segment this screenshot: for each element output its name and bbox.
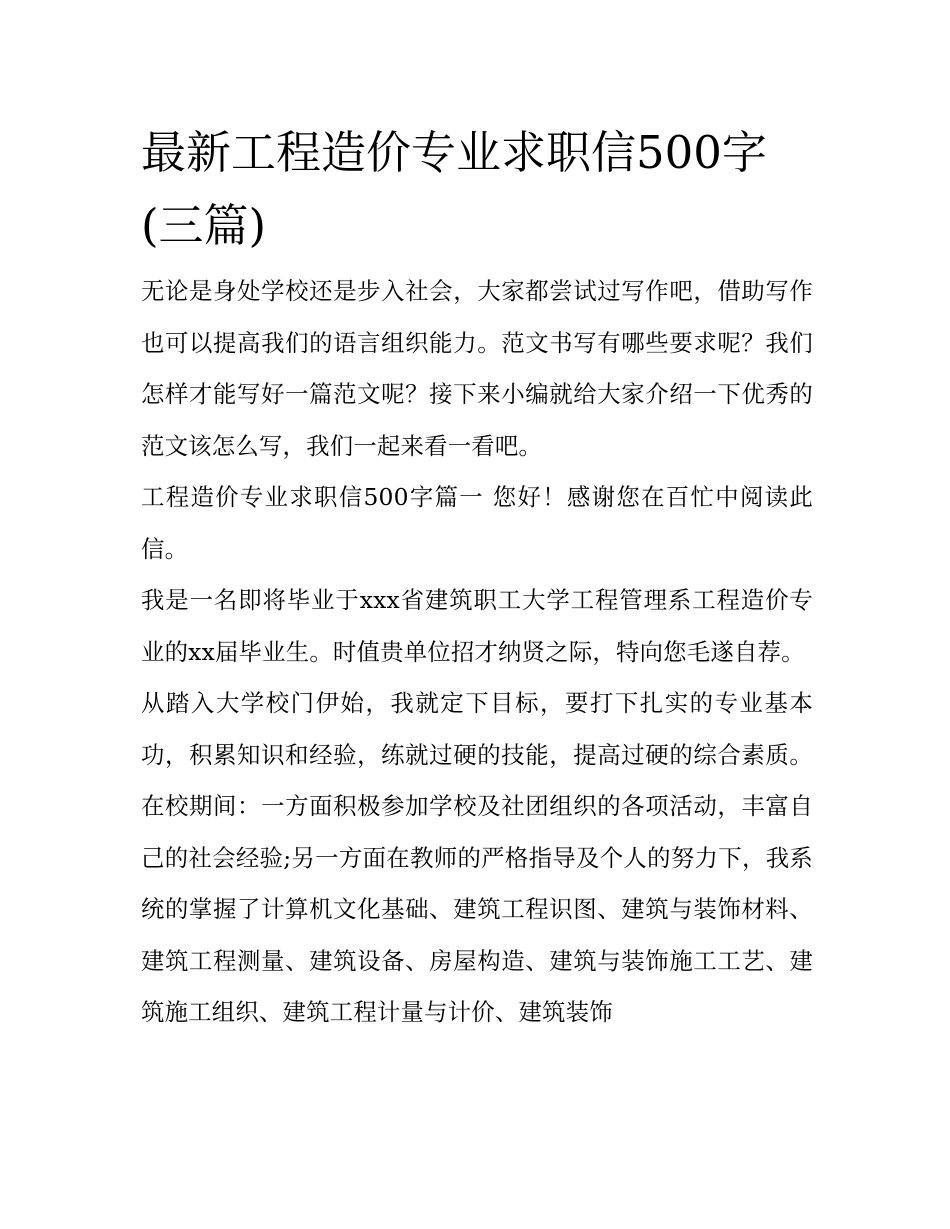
document-body [141, 116, 813, 1039]
paragraph-study-experience: 从踏入大学校门伊始，我就定下目标，要打下扎实的专业基本功，积累知识和经验，练就过硬的技能，提高过硬的综合素质。在校期间：一方面积极参加学校及社团组织的各项活动，丰富自己的社会经验;另一方面在教师的严格指导及个人的努力下，我系统的掌握了计算机文化基础、建筑工程识图、建筑与装饰材料、建筑工程测量、建筑设备、房屋构造、建筑与装饰施工工艺、建筑施工组织、建筑工程计量与计价、建筑装饰 [141, 689, 813, 1026]
document-title: 最新工程造价专业求职信500字(三篇) [141, 126, 767, 252]
paragraph-greeting: 工程造价专业求职信500字篇一 您好！感谢您在百忙中阅读此信。 [141, 483, 813, 563]
paragraph-self-introduction: 我是一名即将毕业于xxx省建筑职工大学工程管理系工程造价专业的xx届毕业生。时值贵单位招才纳贤之际，特向您毛遂自荐。 [141, 586, 813, 666]
paragraph-intro: 无论是身处学校还是步入社会，大家都尝试过写作吧，借助写作也可以提高我们的语言组织能力。范文书写有哪些要求呢？我们怎样才能写好一篇范文呢？接下来小编就给大家介绍一下优秀的范文该怎么写，我们一起来看一看吧。 [141, 277, 813, 460]
